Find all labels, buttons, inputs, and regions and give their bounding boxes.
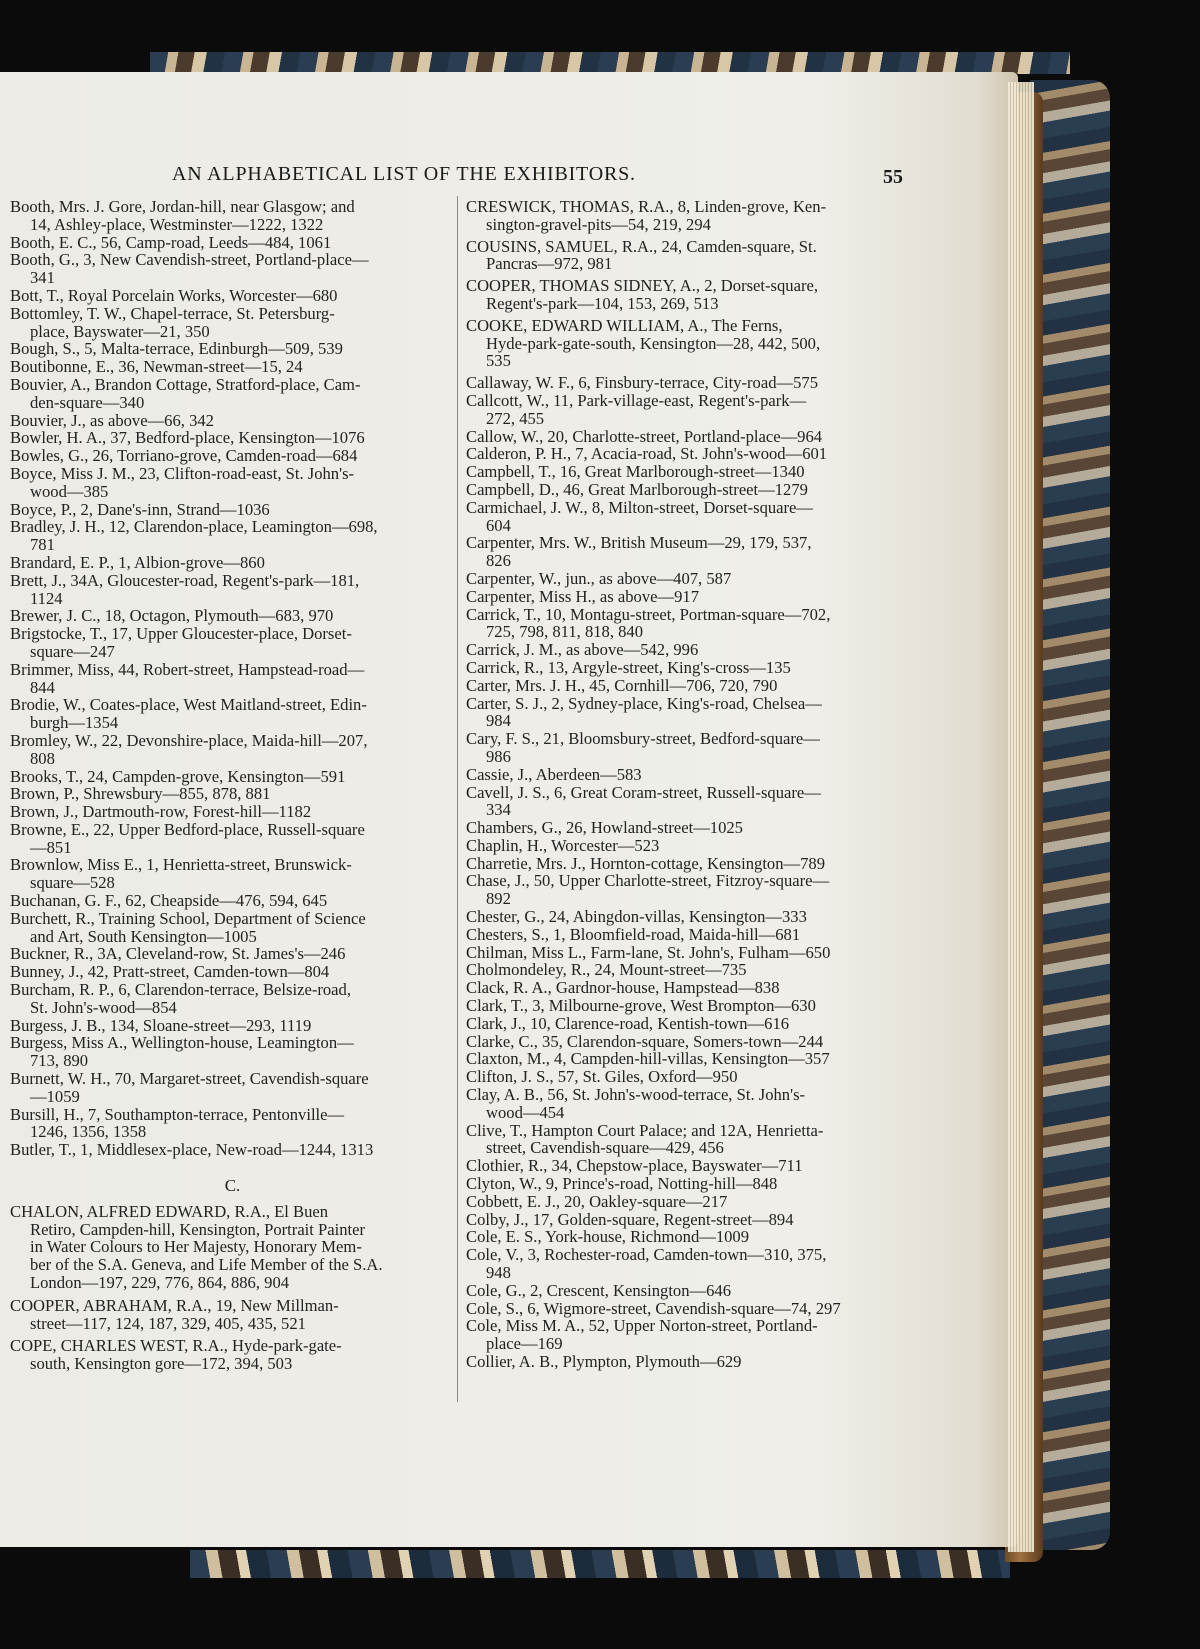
exhibitor-entry: [466, 374, 910, 392]
entry-line: Chambers, G., 26, Howland-street—1025: [466, 818, 743, 838]
column-divider: [457, 196, 458, 1402]
entry-continuation-line: 535: [486, 351, 511, 371]
entry-line: Cole, Miss M. A., 52, Upper Norton-street, Portland-: [466, 1316, 818, 1336]
entry-line: Boyce, P., 2, Dane's-inn, Strand—1036: [10, 499, 270, 519]
entry-line: Carpenter, Mrs. W., British Museum—29, 179, 537,: [466, 533, 812, 553]
entry-line: Burgess, Miss A., Wellington-house, Leamington—: [10, 1033, 354, 1053]
exhibitor-entry: [466, 1353, 910, 1371]
exhibitor-entry: [10, 785, 455, 803]
left-entries-c: [10, 1203, 455, 1373]
entry-line: Carter, Mrs. J. H., 45, Cornhill—706, 720, 790: [466, 675, 778, 695]
exhibitor-entry: [10, 429, 455, 447]
entry-continuation-line: 341: [30, 268, 55, 288]
entry-continuation-line: south, Kensington gore—172, 394, 503: [30, 1354, 293, 1374]
entry-line: Campbell, T., 16, Great Marlborough-street—1340: [466, 462, 805, 482]
book-cover-bottom-edge: [190, 1550, 1010, 1578]
entry-line: Brewer, J. C., 18, Octagon, Plymouth—683, 970: [10, 606, 334, 626]
entry-line: Bunney, J., 42, Pratt-street, Camden-town—804: [10, 962, 330, 982]
entry-line: Buckner, R., 3A, Cleveland-row, St. James's—246: [10, 944, 346, 964]
exhibitor-entry: [466, 979, 910, 997]
entry-line: Clifton, J. S., 57, St. Giles, Oxford—950: [466, 1067, 738, 1087]
entry-line: Booth, G., 3, New Cavendish-street, Portland-place—: [10, 250, 369, 270]
entry-line: Charretie, Mrs. J., Hornton-cottage, Kensington—789: [466, 853, 826, 873]
exhibitor-entry: [466, 392, 910, 428]
entry-line: Boutibonne, E., 36, Newman-street—15, 24: [10, 357, 303, 377]
exhibitor-entry: [466, 1175, 910, 1193]
entry-line: Brodie, W., Coates-place, West Maitland-street, Edin-: [10, 695, 367, 715]
entry-line: Cole, V., 3, Rochester-road, Camden-town—310, 375,: [466, 1245, 827, 1265]
entry-line: Bradley, J. H., 12, Clarendon-place, Leamington—698,: [10, 517, 378, 537]
exhibitor-entry: [466, 499, 910, 535]
entry-line: Colby, J., 17, Golden-square, Regent-street—894: [466, 1209, 794, 1229]
exhibitor-entry: [10, 358, 455, 376]
entry-line: Carpenter, Miss H., as above—917: [466, 586, 699, 606]
exhibitor-entry: [10, 910, 455, 946]
exhibitor-entry: [466, 695, 910, 731]
entry-line: Callow, W., 20, Charlotte-street, Portland-place—964: [466, 426, 823, 446]
exhibitor-entry: [466, 677, 910, 695]
entry-line: Cassie, J., Aberdeen—583: [466, 764, 642, 784]
entry-line: Cole, S., 6, Wigmore-street, Cavendish-square—74, 297: [466, 1298, 841, 1318]
entry-line: Claxton, M., 4, Campden-hill-villas, Kensington—357: [466, 1049, 830, 1069]
entry-continuation-line: street, Cavendish-square—429, 456: [486, 1138, 724, 1158]
exhibitor-entry: [10, 1106, 455, 1142]
running-head: AN ALPHABETICAL LIST OF THE EXHIBITORS.: [172, 163, 636, 185]
entry-continuation-line: wood—454: [486, 1102, 565, 1122]
entry-line: Carrick, R., 13, Argyle-street, King's-cross—135: [466, 657, 791, 677]
exhibitor-entry: [10, 501, 455, 519]
exhibitor-entry: [466, 659, 910, 677]
exhibitor-entry: [10, 572, 455, 608]
exhibitor-entry: [466, 1015, 910, 1033]
entry-continuation-line: and Art, South Kensington—1005: [30, 926, 257, 946]
entry-line: Chester, G., 24, Abingdon-villas, Kensington—333: [466, 907, 807, 927]
entry-line: Cholmondeley, R., 24, Mount-street—735: [466, 960, 747, 980]
entry-line: Clive, T., Hampton Court Palace; and 12A, Henrietta-: [466, 1120, 824, 1140]
entry-continuation-line: ber of the S.A. Geneva, and Life Member of the S.A.: [30, 1255, 383, 1275]
entry-line: Cole, E. S., York-house, Richmond—1009: [466, 1227, 750, 1247]
exhibitor-entry: [10, 251, 455, 287]
exhibitor-entry: [10, 234, 455, 252]
exhibitor-entry: [10, 945, 455, 963]
entry-continuation-line: place, Bayswater—21, 350: [30, 321, 210, 341]
entry-line: CRESWICK, THOMAS, R.A., 8, Linden-grove, Ken-: [466, 197, 827, 216]
page-number: 55: [883, 166, 903, 188]
entry-line: Booth, Mrs. J. Gore, Jordan-hill, near Glasgow; and: [10, 197, 355, 216]
entry-line: Chaplin, H., Worcester—523: [466, 835, 660, 855]
entry-line: Booth, E. C., 56, Camp-road, Leeds—484, 1061: [10, 232, 332, 252]
exhibitor-entry: [466, 641, 910, 659]
entry-continuation-line: sington-gravel-pits—54, 219, 294: [486, 214, 711, 234]
exhibitor-entry: [466, 961, 910, 979]
exhibitor-entry: [466, 445, 910, 463]
exhibitor-entry: [10, 661, 455, 697]
exhibitor-entry: [466, 1300, 910, 1318]
exhibitor-entry: [466, 198, 910, 234]
book-cover-top-edge: [150, 52, 1070, 74]
exhibitor-entry: [466, 1193, 910, 1211]
section-letter: C.: [224, 1176, 241, 1196]
exhibitor-entry: [10, 768, 455, 786]
exhibitor-entry: [466, 1282, 910, 1300]
exhibitor-entry: [10, 447, 455, 465]
entry-line: Clarke, C., 35, Clarendon-square, Somers-town—244: [466, 1031, 824, 1051]
entry-line: Clothier, R., 34, Chepstow-place, Bayswater—711: [466, 1156, 803, 1176]
exhibitor-entry: [10, 963, 455, 981]
left-column: [10, 198, 455, 1378]
exhibitor-entry: [466, 1317, 910, 1353]
entry-line: Collier, A. B., Plympton, Plymouth—629: [466, 1352, 742, 1371]
exhibitor-entry: [466, 1246, 910, 1282]
exhibitor-entry: [466, 463, 910, 481]
entry-continuation-line: 781: [30, 535, 55, 555]
exhibitor-entry: [466, 730, 910, 766]
exhibitor-entry: [10, 696, 455, 732]
entry-continuation-line: place—169: [486, 1334, 563, 1354]
entry-line: Carpenter, W., jun., as above—407, 587: [466, 568, 732, 588]
entry-line: Clay, A. B., 56, St. John's-wood-terrace, St. John's-: [466, 1085, 806, 1105]
entry-continuation-line: square—247: [30, 641, 115, 661]
exhibitor-entry: [466, 238, 910, 274]
entry-line: COOKE, EDWARD WILLIAM, A., The Ferns,: [466, 315, 783, 335]
entry-line: Butler, T., 1, Middlesex-place, New-road—1244, 1313: [10, 1140, 374, 1160]
exhibitor-entry: [466, 1068, 910, 1086]
right-column: [466, 198, 910, 1371]
entry-continuation-line: 826: [486, 551, 511, 571]
exhibitor-entry: [466, 1050, 910, 1068]
exhibitor-entry: [466, 1228, 910, 1246]
exhibitor-entry: [10, 287, 455, 305]
entry-continuation-line: —851: [30, 837, 72, 857]
entry-line: Callaway, W. F., 6, Finsbury-terrace, City-road—575: [466, 373, 818, 393]
entry-continuation-line: Retiro, Campden-hill, Kensington, Portrait Painter: [30, 1219, 366, 1239]
exhibitor-entry: [466, 819, 910, 837]
entry-continuation-line: 986: [486, 746, 511, 766]
exhibitor-entry: [466, 837, 910, 855]
entry-continuation-line: 334: [486, 800, 511, 820]
exhibitor-entry: [466, 926, 910, 944]
entry-continuation-line: 948: [486, 1263, 511, 1283]
entry-line: Bromley, W., 22, Devonshire-place, Maida-hill—207,: [10, 730, 368, 750]
entry-line: Burcham, R. P., 6, Clarendon-terrace, Belsize-road,: [10, 980, 351, 1000]
entry-line: Carrick, J. M., as above—542, 996: [466, 640, 699, 660]
entry-line: Clark, J., 10, Clarence-road, Kentish-town—616: [466, 1013, 790, 1033]
exhibitor-entry: [10, 198, 455, 234]
entry-continuation-line: 604: [486, 515, 511, 535]
entry-continuation-line: 1246, 1356, 1358: [30, 1122, 147, 1142]
left-entries-b: [10, 198, 455, 1159]
exhibitor-entry: [466, 872, 910, 908]
entry-line: Callcott, W., 11, Park-village-east, Regent's-park—: [466, 390, 807, 410]
entry-continuation-line: street—117, 124, 187, 329, 405, 435, 521: [30, 1313, 306, 1333]
entry-continuation-line: wood—385: [30, 481, 109, 501]
exhibitor-entry: [466, 428, 910, 446]
exhibitor-entry: [466, 317, 910, 370]
entry-line: Burnett, W. H., 70, Margaret-street, Cavendish-square: [10, 1069, 369, 1089]
entry-continuation-line: burgh—1354: [30, 713, 119, 733]
exhibitor-entry: [10, 1297, 455, 1333]
exhibitor-entry: [10, 803, 455, 821]
exhibitor-entry: [10, 376, 455, 412]
exhibitor-entry: [10, 340, 455, 358]
exhibitor-entry: [10, 981, 455, 1017]
exhibitor-entry: [10, 625, 455, 661]
entry-line: Brimmer, Miss, 44, Robert-street, Hampstead-road—: [10, 659, 365, 679]
entry-continuation-line: Hyde-park-gate-south, Kensington—28, 442, 500,: [486, 333, 821, 353]
exhibitor-entry: [10, 554, 455, 572]
entry-continuation-line: den-square—340: [30, 392, 145, 412]
exhibitor-entry: [10, 1141, 455, 1159]
entry-line: Clack, R. A., Gardnor-house, Hampstead—838: [466, 978, 780, 998]
exhibitor-entry: [466, 1122, 910, 1158]
entry-line: Bouvier, A., Brandon Cottage, Stratford-place, Cam-: [10, 374, 361, 394]
entry-line: Bouvier, J., as above—66, 342: [10, 410, 214, 430]
exhibitor-entry: [10, 465, 455, 501]
entry-line: Calderon, P. H., 7, Acacia-road, St. John's-wood—601: [466, 444, 828, 464]
entry-continuation-line: 272, 455: [486, 408, 545, 428]
entry-line: Bottomley, T. W., Chapel-terrace, St. Petersburg-: [10, 303, 335, 323]
entry-continuation-line: —1059: [30, 1086, 80, 1106]
entry-line: CHALON, ALFRED EDWARD, R.A., El Buen: [10, 1201, 329, 1221]
exhibitor-entry: [10, 412, 455, 430]
entry-line: Cavell, J. S., 6, Great Coram-street, Russell-square—: [466, 782, 821, 802]
entry-line: Cobbett, E. J., 20, Oakley-square—217: [466, 1191, 728, 1211]
entry-line: Bursill, H., 7, Southampton-terrace, Pentonville—: [10, 1104, 345, 1124]
entry-continuation-line: Regent's-park—104, 153, 269, 513: [486, 293, 719, 313]
exhibitor-entry: [10, 305, 455, 341]
entry-line: COOPER, ABRAHAM, R.A., 19, New Millman-: [10, 1295, 339, 1315]
entry-line: Chilman, Miss L., Farm-lane, St. John's, Fulham—650: [466, 942, 831, 962]
entry-line: Campbell, D., 46, Great Marlborough-street—1279: [466, 479, 808, 499]
exhibitor-entry: [466, 1033, 910, 1051]
exhibitor-entry: [10, 1337, 455, 1373]
entry-line: Brigstocke, T., 17, Upper Gloucester-place, Dorset-: [10, 624, 352, 644]
entry-continuation-line: square—528: [30, 873, 115, 893]
entry-continuation-line: 844: [30, 677, 55, 697]
entry-line: Burgess, J. B., 134, Sloane-street—293, 1119: [10, 1015, 312, 1035]
entry-line: Browne, E., 22, Upper Bedford-place, Russell-square: [10, 819, 365, 839]
entry-continuation-line: 984: [486, 711, 511, 731]
entry-line: Brown, J., Dartmouth-row, Forest-hill—1182: [10, 802, 312, 822]
entry-line: Brandard, E. P., 1, Albion-grove—860: [10, 552, 265, 572]
exhibitor-entry: [10, 821, 455, 857]
entry-line: Burchett, R., Training School, Department of Science: [10, 908, 366, 928]
entry-line: Bough, S., 5, Malta-terrace, Edinburgh—509, 539: [10, 339, 343, 359]
entry-continuation-line: 14, Ashley-place, Westminster—1222, 1322: [30, 214, 324, 234]
entry-line: Cole, G., 2, Crescent, Kensington—646: [466, 1280, 732, 1300]
exhibitor-entry: [466, 784, 910, 820]
entry-continuation-line: 725, 798, 811, 818, 840: [486, 622, 644, 642]
exhibitor-entry: [10, 1203, 455, 1292]
entry-line: Carmichael, J. W., 8, Milton-street, Dorset-square—: [466, 497, 814, 517]
exhibitor-entry: [466, 606, 910, 642]
entry-line: Chesters, S., 1, Bloomfield-road, Maida-hill—681: [466, 924, 801, 944]
exhibitor-entry: [466, 1157, 910, 1175]
entry-continuation-line: Pancras—972, 981: [486, 254, 613, 274]
exhibitor-entry: [10, 607, 455, 625]
exhibitor-entry: [10, 1034, 455, 1070]
exhibitor-entry: [466, 944, 910, 962]
exhibitor-entry: [10, 856, 455, 892]
exhibitor-entry: [466, 277, 910, 313]
entry-continuation-line: 892: [486, 889, 511, 909]
exhibitor-entry: [10, 892, 455, 910]
exhibitor-entry: [466, 588, 910, 606]
exhibitor-entry: [10, 518, 455, 554]
exhibitor-entry: [466, 855, 910, 873]
entry-line: Bowles, G., 26, Torriano-grove, Camden-road—684: [10, 446, 358, 466]
exhibitor-entry: [466, 1211, 910, 1229]
exhibitor-entry: [10, 1017, 455, 1035]
entry-line: Clark, T., 3, Milbourne-grove, West Brompton—630: [466, 996, 816, 1016]
entry-line: Boyce, Miss J. M., 23, Clifton-road-east, St. John's-: [10, 463, 355, 483]
exhibitor-entry: [466, 481, 910, 499]
entry-continuation-line: 808: [30, 748, 55, 768]
entry-line: Brett, J., 34A, Gloucester-road, Regent's-park—181,: [10, 570, 360, 590]
entry-line: COOPER, THOMAS SIDNEY, A., 2, Dorset-square,: [466, 276, 819, 296]
entry-line: Cary, F. S., 21, Bloomsbury-street, Bedford-square—: [466, 729, 820, 749]
exhibitor-entry: [466, 570, 910, 588]
entry-continuation-line: St. John's-wood—854: [30, 997, 177, 1017]
entry-line: Clyton, W., 9, Prince's-road, Notting-hill—848: [466, 1174, 778, 1194]
entry-line: Chase, J., 50, Upper Charlotte-street, Fitzroy-square—: [466, 871, 830, 891]
exhibitor-entry: [466, 766, 910, 784]
entry-line: COPE, CHARLES WEST, R.A., Hyde-park-gate-: [10, 1336, 342, 1356]
entry-line: Brooks, T., 24, Campden-grove, Kensington—591: [10, 766, 346, 786]
entry-line: COUSINS, SAMUEL, R.A., 24, Camden-square, St.: [466, 236, 817, 256]
exhibitor-entry: [466, 534, 910, 570]
page-stack-edges: [1008, 82, 1034, 1552]
exhibitor-entry: [10, 1070, 455, 1106]
entry-continuation-line: 1124: [30, 588, 63, 608]
entry-continuation-line: in Water Colours to Her Majesty, Honorary Mem-: [30, 1237, 362, 1257]
entry-line: Carter, S. J., 2, Sydney-place, King's-road, Chelsea—: [466, 693, 822, 713]
entry-line: Buchanan, G. F., 62, Cheapside—476, 594, 645: [10, 891, 328, 911]
entry-line: Brown, P., Shrewsbury—855, 878, 881: [10, 784, 271, 804]
exhibitor-entry: [10, 732, 455, 768]
entry-line: Brownlow, Miss E., 1, Henrietta-street, Brunswick-: [10, 855, 352, 875]
entry-continuation-line: 713, 890: [30, 1051, 89, 1071]
entry-line: Carrick, T., 10, Montagu-street, Portman-square—702,: [466, 604, 831, 624]
exhibitor-entry: [466, 997, 910, 1015]
entry-continuation-line: London—197, 229, 776, 864, 886, 904: [30, 1273, 290, 1293]
exhibitor-entry: [466, 908, 910, 926]
entry-line: Bowler, H. A., 37, Bedford-place, Kensington—1076: [10, 428, 365, 448]
exhibitor-entry: [466, 1086, 910, 1122]
entry-line: Bott, T., Royal Porcelain Works, Worcester—680: [10, 285, 338, 305]
